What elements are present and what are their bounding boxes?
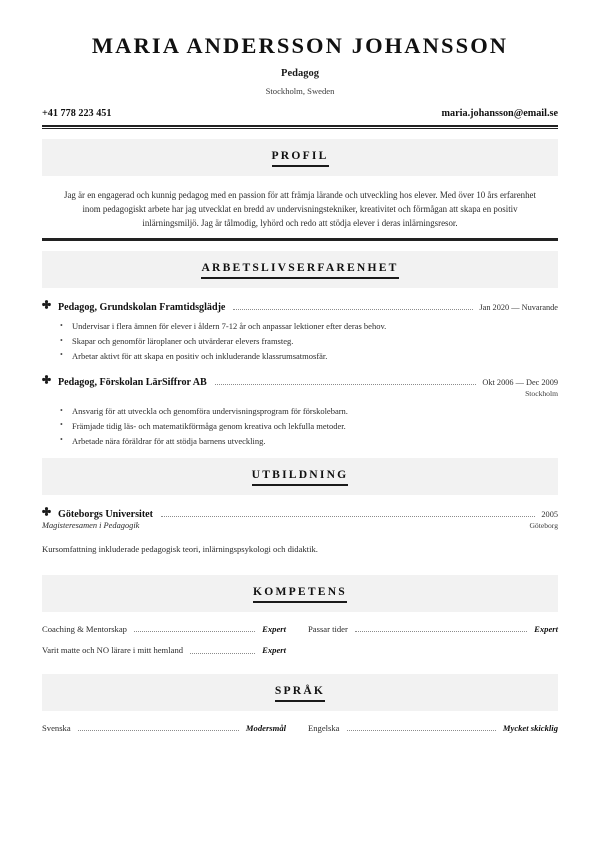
list-item: • Arbetade nära föräldrar för att stödja barnens utveckling. (60, 434, 558, 449)
skill-item (42, 623, 300, 635)
education-degree: Magisteresamen i Pedagogik (42, 521, 140, 531)
clover-bullet-icon (42, 300, 58, 309)
experience-bullet-list (42, 404, 558, 448)
experience-date-range: Okt 2006 — Dec 2009 (482, 378, 558, 388)
skill-item (300, 623, 558, 635)
section-header-education (42, 458, 558, 495)
education-note: Kursomfattning inkluderade pedagogisk teori, inlärningspsykologi och didaktik. (42, 544, 318, 555)
section-title-skills: KOMPETENS (253, 585, 347, 603)
dot-leader (355, 631, 527, 632)
language-level: Mycket skicklig (502, 722, 558, 733)
skill-level: Expert (262, 623, 286, 634)
profile-divider (42, 238, 558, 242)
contact-email[interactable]: maria.johansson@email.se (441, 108, 558, 119)
list-item: • Skapar och genomför läroplaner och utvärderar elevers framsteg. (60, 334, 558, 349)
list-item: • Arbetar aktivt för att skapa en positiv och inkluderande klassrumsatmosfär. (60, 349, 558, 364)
languages-list (42, 722, 558, 743)
candidate-location: Stockholm, Sweden (265, 86, 335, 96)
list-item: • Främjade tidig läs- och matematikförmåga genom kreativa och lekfulla metoder. (60, 419, 558, 434)
section-title-languages: SPRÅK (275, 684, 325, 702)
section-header-profil (42, 139, 558, 176)
section-header-skills (42, 575, 558, 612)
experience-entry (42, 301, 558, 363)
section-header-experience (42, 251, 558, 288)
experience-job-title: Pedagog, Förskolan LärSiffror AB (58, 377, 207, 389)
dot-leader (190, 653, 255, 654)
dot-leader (161, 516, 535, 517)
clover-bullet-icon (42, 507, 58, 516)
language-item (42, 722, 300, 734)
dot-leader (233, 309, 473, 310)
education-school-name: Göteborgs Universitet (58, 509, 154, 521)
list-item: • Undervisar i flera ämnen för elever i åldern 7-12 år och anpassar lektioner efter deras behov. (60, 319, 558, 334)
language-label: Svenska (42, 722, 71, 733)
skill-label: Varit matte och NO lärare i mitt hemland (42, 645, 184, 656)
skill-item (42, 644, 300, 656)
education-entry (42, 508, 558, 557)
skill-level: Expert (262, 645, 286, 656)
dot-leader (78, 730, 239, 731)
candidate-name: MARIA ANDERSSON JOHANSSON (91, 33, 509, 58)
contact-row (42, 108, 558, 119)
experience-entry (42, 376, 558, 448)
education-subrow (42, 521, 558, 530)
contact-phone[interactable]: +41 778 223 451 (42, 108, 112, 119)
experience-location: Stockholm (525, 389, 558, 399)
education-entry-head (42, 508, 558, 520)
language-label: Engelska (308, 722, 340, 733)
skill-label: Passar tider (308, 623, 348, 634)
experience-entry-head (42, 301, 558, 313)
language-level: Modersmål (245, 722, 286, 733)
skill-label: Coaching & Mentorskap (42, 623, 127, 634)
profile-summary-text: Jag är en engagerad och kunnig pedagog med en passion för att främja lärande och utveckling hos elever. Med över 10 års erfarenhet inom pedagogiskt arbete har jag utvecklat en bredd av undervisningstekniker, kreativitet och förmågan att skapa en positiv inlärningsmiljö. Jag är tålmodig, lyhörd och redo att stödja elever i deras inlärningsresor. (64, 189, 536, 229)
skills-list (42, 623, 558, 666)
dot-leader (134, 631, 255, 632)
section-title-education: UTBILDNING (252, 468, 349, 486)
experience-entry-head (42, 376, 558, 388)
list-item: • Ansvarig för att utveckla och genomföra undervisningsprogram för förskolebarn. (60, 404, 558, 419)
experience-bullet-list (42, 319, 558, 363)
resume-header (42, 32, 558, 119)
dot-leader (215, 384, 477, 385)
section-header-languages (42, 674, 558, 711)
education-year: 2005 (541, 510, 558, 520)
section-title-experience: ARBETSLIVSERFARENHET (201, 261, 398, 279)
experience-subrow (42, 389, 558, 398)
clover-bullet-icon (42, 375, 58, 384)
candidate-role: Pedagog (281, 68, 319, 79)
language-item (300, 722, 558, 734)
skill-level: Expert (534, 623, 558, 634)
experience-date-range: Jan 2020 — Nuvarande (479, 303, 558, 313)
experience-job-title: Pedagog, Grundskolan Framtidsglädje (58, 302, 226, 314)
section-title-profil: PROFIL (272, 149, 329, 167)
dot-leader (347, 730, 496, 731)
header-divider (42, 125, 558, 129)
education-location: Göteborg (529, 521, 558, 531)
